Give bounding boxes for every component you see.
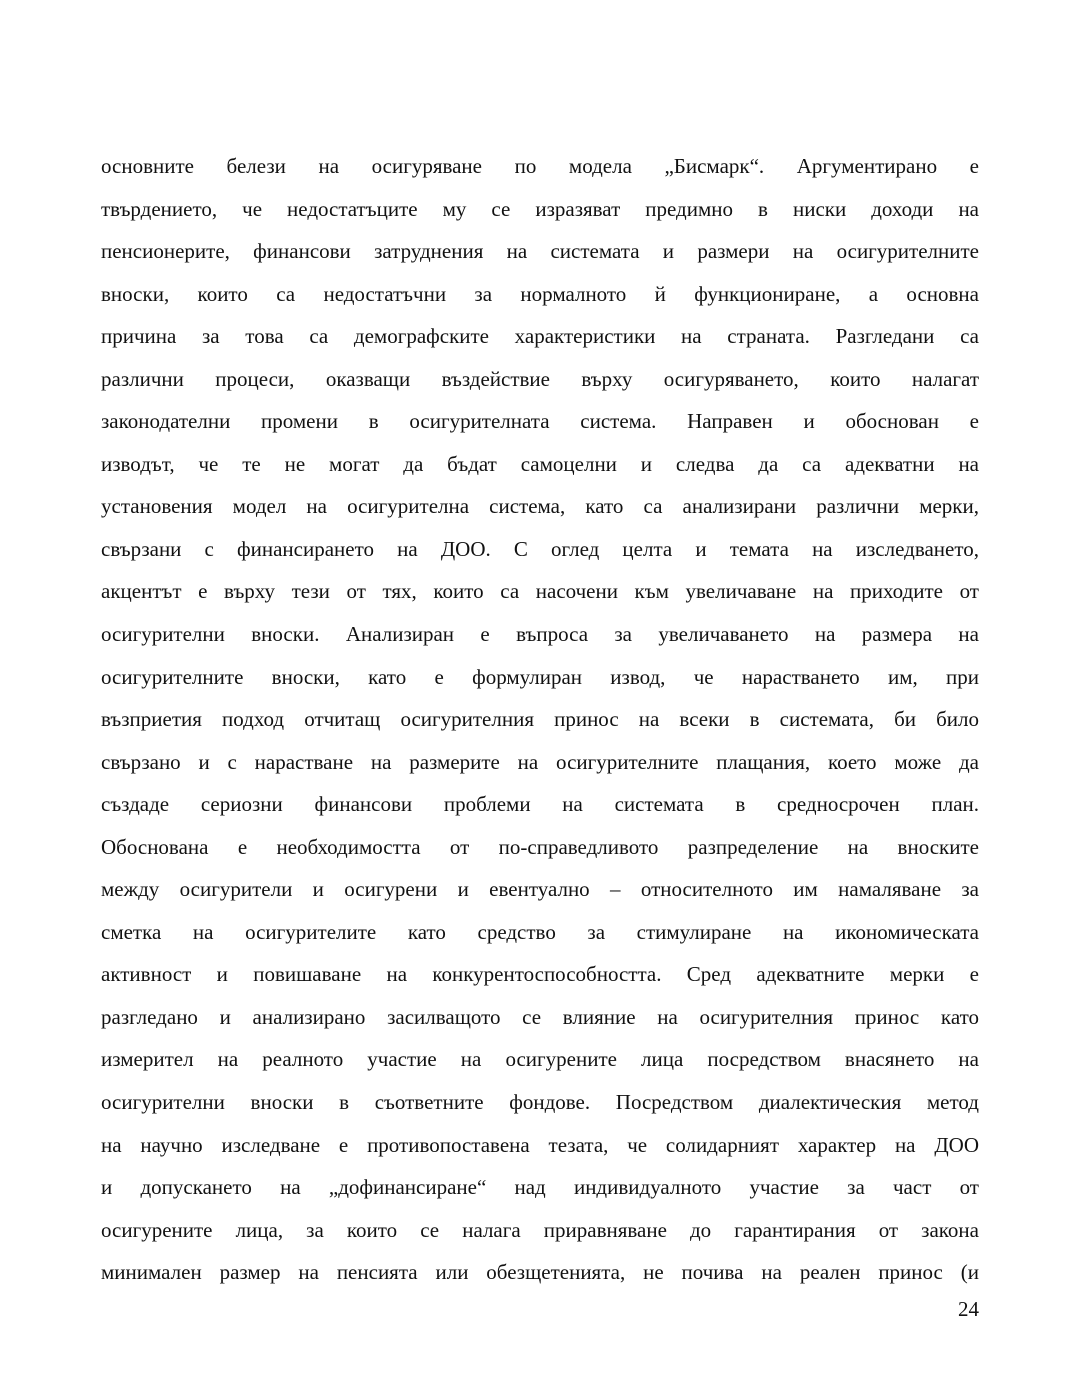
text-line: пенсионерите, финансови затруднения на системата и размери на осигурителните [101,239,979,264]
text-line: основните белези на осигуряване по модела „Бисмарк“. Аргументирано е [101,154,979,178]
text-line: разгледано и анализирано засилващото се влияние на осигурителния принос като [101,1004,979,1029]
text-line: минимален размер на пенсията или обезщетенията, не почива на реален принос (и [101,1260,979,1285]
body-paragraph [101,145,979,1294]
text-line: твърдението, че недостатъците му се изразяват предимно в ниски доходи на [101,196,979,221]
text-line: законодателни промени в осигурителната система. Направен и обоснован е [101,409,979,434]
text-line: свързано и с нарастване на размерите на осигурителните плащания, което може да [101,749,979,774]
text-line: вноски, които са недостатъчни за нормалното й функциониране, а основна [101,281,979,306]
text-line: сметка на осигурителите като средство за стимулиране на икономическата [101,919,979,944]
text-line: възприетия подход отчитащ осигурителния принос на всеки в системата, би било [101,707,979,732]
text-line: установения модел на осигурителна система, като са анализирани различни мерки, [101,494,979,519]
text-line: осигурените лица, за които се налага приравняване до гарантирания от закона [101,1217,979,1242]
text-line: осигурителни вноски. Анализиран е въпроса за увеличаването на размера на [101,622,979,647]
text-line: изводът, че те не могат да бъдат самоцелни и следва да са адекватни на [101,451,979,476]
text-line: свързани с финансирането на ДОО. С оглед целта и темата на изследването, [101,536,979,561]
text-line: активност и повишаване на конкурентоспособността. Сред адекватните мерки е [101,962,979,987]
text-line: различни процеси, оказващи въздействие върху осигуряването, които налагат [101,366,979,391]
text-line: измерител на реалното участие на осигурените лица посредством внасянето на [101,1047,979,1072]
text-line: осигурителните вноски, като е формулиран извод, че нарастването им, при [101,664,979,689]
text-line: и допускането на „дофинансиране“ над индивидуалното участие за част от [101,1175,979,1200]
text-line: причина за това са демографските характеристики на страната. Разгледани са [101,324,979,349]
text-line: на научно изследване е противопоставена тезата, че солидарният характер на ДОО [101,1132,979,1157]
text-line: осигурителни вноски в съответните фондове. Посредством диалектическия метод [101,1090,979,1115]
text-line: акцентът е върху тези от тях, които са насочени към увеличаване на приходите от [101,579,979,604]
text-line: Обоснована е необходимостта от по-справедливото разпределение на вноските [101,834,979,859]
text-line: създаде сериозни финансови проблеми на системата в средносрочен план. [101,792,979,817]
page-number: 24 [958,1297,979,1321]
text-line: между осигурители и осигурени и евентуално – относителното им намаляване за [101,877,979,902]
